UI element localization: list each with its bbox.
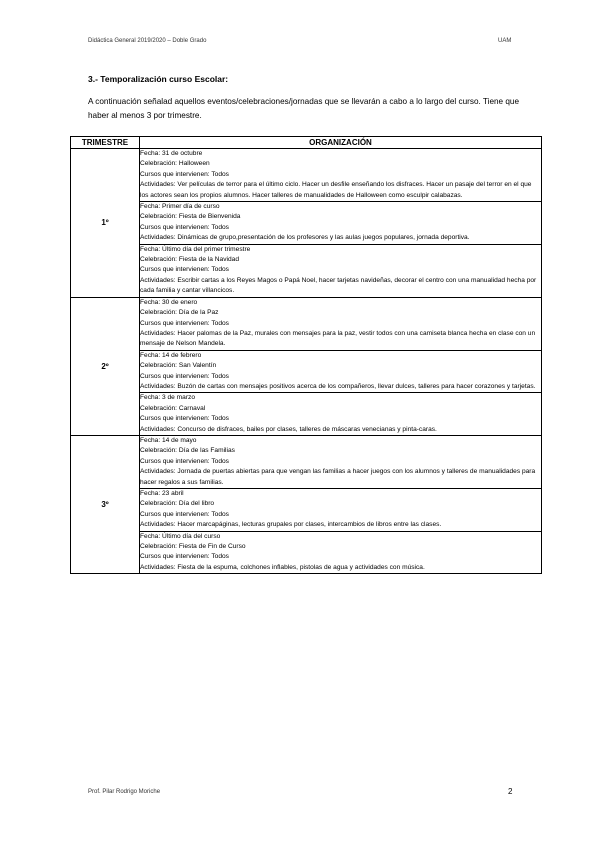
event-fecha-label: Fecha: <box>140 245 161 253</box>
event-actividades-value: Hacer marcapáginas, lecturas grupales por clases, intercambios de libros entre las clases. <box>177 521 442 529</box>
event-cursos-line <box>140 265 541 275</box>
event-celebracion-value: Día de la Paz <box>178 309 219 317</box>
column-header-trimestre: TRIMESTRE <box>71 137 140 149</box>
event-actividades-label: Actividades: <box>140 181 176 189</box>
event-celebracion-value: San Valentín <box>178 362 217 370</box>
event-actividades-label: Actividades: <box>140 276 176 284</box>
section-title: 3.- Temporalización curso Escolar: <box>88 74 229 84</box>
event-celebracion-value: Halloween <box>178 160 210 168</box>
event-celebracion-label: Celebración: <box>140 256 178 264</box>
event-fecha-line <box>140 245 541 255</box>
event-cursos-line <box>140 223 541 233</box>
event-cursos-label: Cursos que intervienen: <box>140 266 210 274</box>
event-fecha-line <box>140 436 541 446</box>
section-intro: A continuación señalad aquellos eventos/celebraciones/jornadas que se llevarán a cabo a lo largo del curso. Tiene que haber al menos 3 por trimestre. <box>88 97 520 120</box>
event-cursos-label: Cursos que intervienen: <box>140 457 210 465</box>
event-fecha-value: Último día del primer trimestre <box>162 245 251 253</box>
event-fecha-line <box>140 532 541 542</box>
event-celebracion-label: Celebración: <box>140 543 178 551</box>
event-cell <box>140 531 542 574</box>
event-cursos-value: Todos <box>211 415 229 423</box>
event-fecha-value: Último día del curso <box>162 532 221 540</box>
event-actividades-line <box>140 329 541 350</box>
event-celebracion-line <box>140 212 541 222</box>
event-celebracion-line <box>140 361 541 371</box>
table-row <box>71 435 542 488</box>
event-celebracion-line <box>140 404 541 414</box>
trimester-label: 1º <box>71 149 140 298</box>
event-celebracion-value: Día de las Familias <box>178 447 235 455</box>
table-row <box>71 202 542 245</box>
event-actividades-value: Jornada de puertas abiertas para que vengan las familias a hacer juegos con los alumnos y talleres de manualidades para hacer regalos a sus familias. <box>140 468 536 486</box>
event-actividades-label: Actividades: <box>140 521 176 529</box>
event-celebracion-line <box>140 255 541 265</box>
event-fecha-label: Fecha: <box>140 203 161 211</box>
event-celebracion-label: Celebración: <box>140 500 178 508</box>
event-actividades-line <box>140 520 541 530</box>
event-cursos-line <box>140 319 541 329</box>
event-actividades-label: Actividades: <box>140 425 176 433</box>
event-fecha-label: Fecha: <box>140 490 161 497</box>
event-cursos-line <box>140 372 541 382</box>
event-cursos-label: Cursos que intervienen: <box>140 553 210 561</box>
event-fecha-value: 30 de enero <box>162 298 198 306</box>
event-cell <box>140 489 542 532</box>
event-fecha-line <box>140 202 541 212</box>
event-celebracion-label: Celebración: <box>140 160 178 168</box>
page-header-university: UAM <box>498 38 512 44</box>
event-cursos-label: Cursos que intervienen: <box>140 415 210 423</box>
event-actividades-value: Hacer palomas de la Paz, murales con mensajes para la paz, vestir todos con una camiseta blanca hecha en clase con un mensaje de Nelson Mandela. <box>140 329 536 348</box>
page-header-course: Didáctica General 2019/2020 – Doble Grado <box>88 38 207 44</box>
event-cursos-value: Todos <box>211 553 229 561</box>
event-cursos-line <box>140 414 541 424</box>
footer-author: Prof. Pilar Rodrigo Moriche <box>88 789 161 795</box>
event-celebracion-label: Celebración: <box>140 362 178 370</box>
event-cursos-value: Todos <box>211 319 229 327</box>
event-actividades-value: Buzón de cartas con mensajes positivos acerca de los compañeros, llevar dulces, talleres para hacer corazones y tarjetas. <box>177 382 536 390</box>
event-fecha-label: Fecha: <box>140 532 161 540</box>
schedule-body <box>71 149 542 574</box>
event-fecha-value: 14 de febrero <box>162 351 202 359</box>
event-cursos-line <box>140 510 541 520</box>
event-celebracion-value: Día del libro <box>178 500 215 508</box>
event-cursos-label: Cursos que intervienen: <box>140 510 210 518</box>
event-actividades-value: Dinámicas de grupo,presentación de los profesores y las aulas juegos populares, jornada deportiva. <box>177 234 470 242</box>
event-celebracion-line <box>140 159 541 169</box>
event-cursos-value: Todos <box>211 266 229 274</box>
table-row <box>71 244 542 297</box>
event-fecha-line <box>140 351 541 361</box>
event-cell <box>140 350 542 393</box>
event-celebracion-value: Fiesta de Bienvenida <box>178 213 241 221</box>
table-row <box>71 350 542 393</box>
event-cursos-line <box>140 170 541 180</box>
event-actividades-value: Ver películas de terror para el último ciclo. Hacer un desfile enseñando los disfraces. Hacer un pasaje del terror en el que los actores sean los propios alumnos. Hacer talleres de manualidades de Halloween como esculpir calabazas. <box>140 181 532 199</box>
event-fecha-label: Fecha: <box>140 394 161 402</box>
page-number: 2 <box>508 787 513 796</box>
event-cell <box>140 149 542 202</box>
event-cursos-value: Todos <box>211 510 229 518</box>
event-actividades-label: Actividades: <box>140 234 176 242</box>
event-cursos-value: Todos <box>211 170 229 178</box>
table-row <box>71 393 542 436</box>
event-fecha-value: 14 de mayo <box>162 436 197 444</box>
event-cursos-value: Todos <box>211 223 229 231</box>
event-actividades-value: Fiesta de la espuma, colchones inflables, pistolas de agua y actividades con música. <box>177 563 425 571</box>
event-cursos-line <box>140 457 541 467</box>
table-row <box>71 149 542 202</box>
event-celebracion-label: Celebración: <box>140 309 178 317</box>
event-cell <box>140 244 542 297</box>
event-actividades-line <box>140 425 541 435</box>
event-fecha-line <box>140 489 541 499</box>
event-actividades-line <box>140 180 541 201</box>
event-actividades-value: Concurso de disfraces, bailes por clases, talleres de máscaras venecianas y pinta-caras. <box>177 425 437 433</box>
event-celebracion-line <box>140 446 541 456</box>
event-cursos-label: Cursos que intervienen: <box>140 223 210 231</box>
event-cursos-label: Cursos que intervienen: <box>140 319 210 327</box>
event-celebracion-value: Carnaval <box>178 404 206 412</box>
event-celebracion-label: Celebración: <box>140 404 178 412</box>
event-actividades-line <box>140 276 541 297</box>
event-fecha-line <box>140 298 541 308</box>
event-cell <box>140 202 542 245</box>
trimester-label: 2º <box>71 297 140 435</box>
event-actividades-label: Actividades: <box>140 329 176 337</box>
event-celebracion-line <box>140 499 541 509</box>
event-fecha-label: Fecha: <box>140 150 161 157</box>
column-header-organizacion: ORGANIZACIÓN <box>140 137 542 149</box>
event-cell <box>140 297 542 350</box>
event-fecha-line <box>140 149 541 159</box>
event-celebracion-label: Celebración: <box>140 447 178 455</box>
table-row <box>71 489 542 532</box>
event-fecha-label: Fecha: <box>140 436 161 444</box>
event-celebracion-value: Fiesta de Fin de Curso <box>178 543 246 551</box>
event-celebracion-line <box>140 308 541 318</box>
event-fecha-value: 23 abril <box>162 490 184 497</box>
event-actividades-label: Actividades: <box>140 382 176 390</box>
event-fecha-label: Fecha: <box>140 298 161 306</box>
schedule-table <box>70 136 542 574</box>
event-fecha-value: Primer día de curso <box>162 203 220 211</box>
event-fecha-value: 31 de octubre <box>162 150 203 157</box>
event-cursos-line <box>140 552 541 562</box>
event-cursos-label: Cursos que intervienen: <box>140 372 210 380</box>
event-cursos-value: Todos <box>211 457 229 465</box>
event-actividades-label: Actividades: <box>140 563 176 571</box>
event-cursos-label: Cursos que intervienen: <box>140 170 210 178</box>
event-actividades-value: Escribir cartas a los Reyes Magos o Papá Noel, hacer tarjetas navideñas, decorar el centro con una manualidad hecha por cada familia y cantar villancicos. <box>140 276 537 295</box>
table-header-row <box>71 137 542 149</box>
event-fecha-label: Fecha: <box>140 351 161 359</box>
event-actividades-line <box>140 563 541 573</box>
table-row <box>71 531 542 574</box>
event-actividades-label: Actividades: <box>140 468 176 476</box>
event-fecha-line <box>140 393 541 403</box>
event-cell <box>140 393 542 436</box>
event-actividades-line <box>140 233 541 243</box>
table-row <box>71 297 542 350</box>
event-celebracion-label: Celebración: <box>140 213 178 221</box>
event-actividades-line <box>140 382 541 392</box>
event-celebracion-line <box>140 542 541 552</box>
event-cursos-value: Todos <box>211 372 229 380</box>
event-celebracion-value: Fiesta de la Navidad <box>178 256 239 264</box>
event-actividades-line <box>140 467 541 488</box>
trimester-label: 3º <box>71 435 140 573</box>
event-fecha-value: 3 de marzo <box>162 394 196 402</box>
event-cell <box>140 435 542 488</box>
